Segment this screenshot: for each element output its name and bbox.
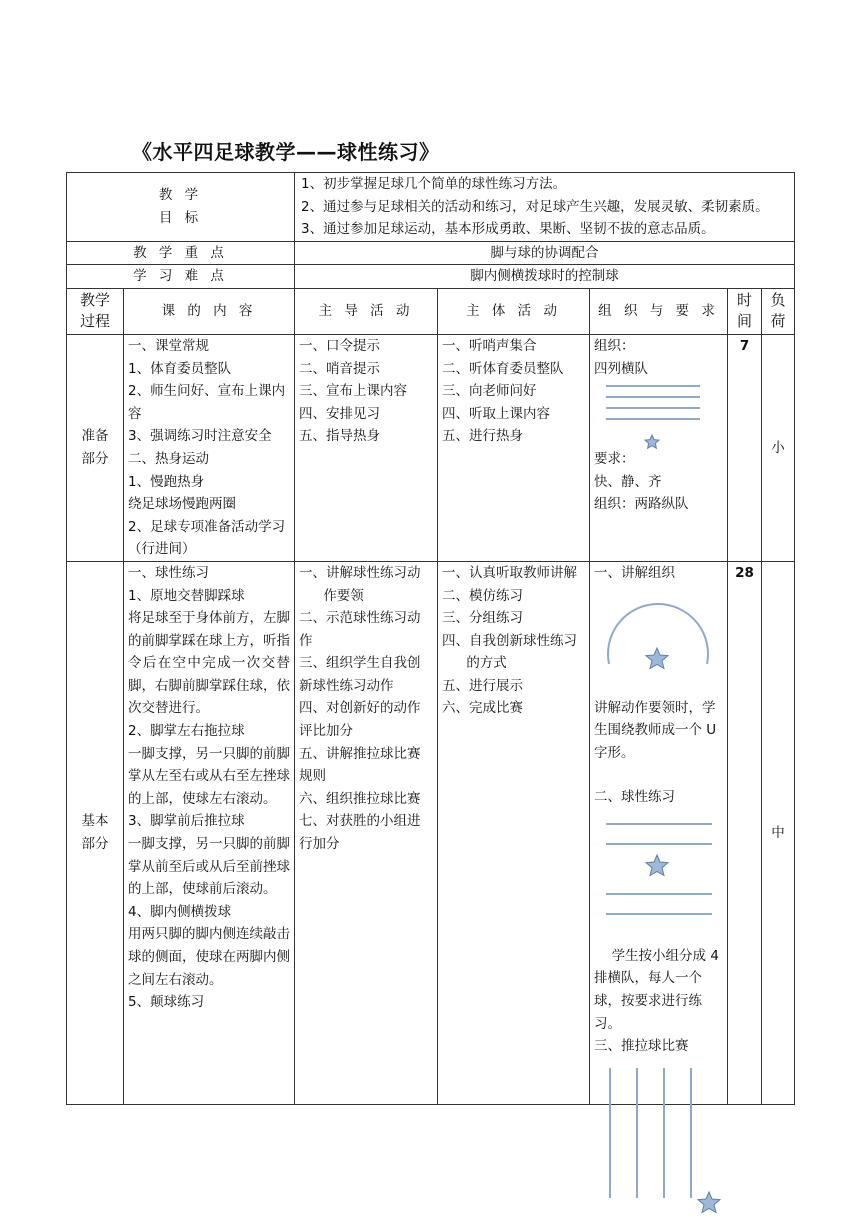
- prep-content: 一、课堂常规 1、体育委员整队 2、师生问好、宣布上课内容 3、强调练习时注意安全 二、热身运动 1、慢跑热身 绕足球场慢跑两圈 2、足球专项准备活动学习（行进间）: [124, 334, 295, 561]
- prep-organization: 组织： 四列横队 要求： 快、静、齐 组织：两路纵队: [590, 334, 728, 561]
- key-point-row: [67, 241, 795, 265]
- prep-load: 小: [762, 334, 795, 561]
- key-point-value: 脚与球的协调配合: [295, 241, 795, 265]
- basic-phase: 基本 部分: [67, 561, 124, 1104]
- key-point-label: 教 学 重 点: [67, 241, 295, 265]
- header-teacher: 主 导 活 动: [295, 288, 438, 334]
- teacher-star-icon: [646, 855, 668, 876]
- teacher-star-icon: [646, 648, 668, 669]
- ball-practice-formation-diagram: [600, 818, 720, 922]
- difficulty-row: [67, 265, 795, 289]
- header-student: 主 体 活 动: [438, 288, 590, 334]
- objectives-row: [67, 173, 795, 242]
- four-row-formation-diagram: [600, 380, 710, 452]
- teacher-star-icon: [698, 1192, 720, 1213]
- difficulty-label: 学 习 难 点: [67, 265, 295, 289]
- basic-load: 中: [762, 561, 795, 1104]
- competition-formation-diagram: [600, 1062, 726, 1216]
- basic-teacher-activities: 一、讲解球性练习动作要领 二、示范球性练习动作 三、组织学生自我创新球性练习动作 四、对创新好的动作评比加分 五、讲解推拉球比赛规则 六、组织推拉球比赛 七、对获胜的小组进行加分: [295, 561, 438, 1104]
- header-content: 课 的 内 容: [124, 288, 295, 334]
- objectives-label: 教 学 目 标: [67, 173, 295, 242]
- prep-time: 7: [728, 334, 762, 561]
- document-title: 《水平四足球教学——球性练习》: [132, 140, 440, 164]
- difficulty-value: 脚内侧横拨球时的控制球: [295, 265, 795, 289]
- header-organization: 组 织 与 要 求: [590, 288, 728, 334]
- prep-teacher-activities: 一、口令提示 二、哨音提示 三、宣布上课内容 四、安排见习 五、指导热身: [295, 334, 438, 561]
- header-time: 时 间: [728, 288, 762, 334]
- objectives-list: 1、初步掌握足球几个简单的球性练习方法。 2、通过参与足球相关的活动和练习，对足球产生兴趣，发展灵敏、柔韧素质。 3、通过参加足球运动，基本形成勇敢、果断、坚韧不拔的意志品质。: [295, 173, 795, 242]
- teacher-star-icon: [645, 435, 659, 448]
- prep-phase: 准备 部分: [67, 334, 124, 561]
- basic-time: 28: [728, 561, 762, 1104]
- prep-student-activities: 一、听哨声集合 二、听体育委员整队 三、向老师问好 四、听取上课内容 五、进行热身: [438, 334, 590, 561]
- u-shape-formation-diagram: [600, 598, 720, 682]
- basic-content: 一、球性练习 1、原地交替脚踩球 将足球至于身体前方，左脚的前脚掌踩在球上方，听指令后在空中完成一次交替脚，右脚前脚掌踩住球，依次交替进行。 2、脚掌左右拖拉球 一脚支撑，另一只脚的前脚掌从左至右或从右至左挫球的上部，使球左右滚动。 3、脚掌前后推拉球 一脚支撑，另一只脚的前脚掌从前至后或从后至前挫球的上部，使球前后滚动。 4、脚内侧横拨球 用两只脚的脚内侧连续敲击球的侧面，使球在两脚内侧之间左右滚动。 5、颠球练习: [124, 561, 295, 1104]
- header-process: 教学 过程: [67, 288, 124, 334]
- basic-organization: 一、讲解组织 讲解动作要领时，学生围绕教师成一个 U 字形。 二、球性练习 学生按小组分成 4 排横队，每人一个球，按要求进行练习。 三、推拉球比赛: [590, 561, 728, 1104]
- header-load: 负 荷: [762, 288, 795, 334]
- basic-student-activities: 一、认真听取教师讲解 二、模仿练习 三、分组练习 四、自我创新球性练习的方式 五、进行展示 六、完成比赛: [438, 561, 590, 1104]
- column-header-row: [67, 288, 795, 334]
